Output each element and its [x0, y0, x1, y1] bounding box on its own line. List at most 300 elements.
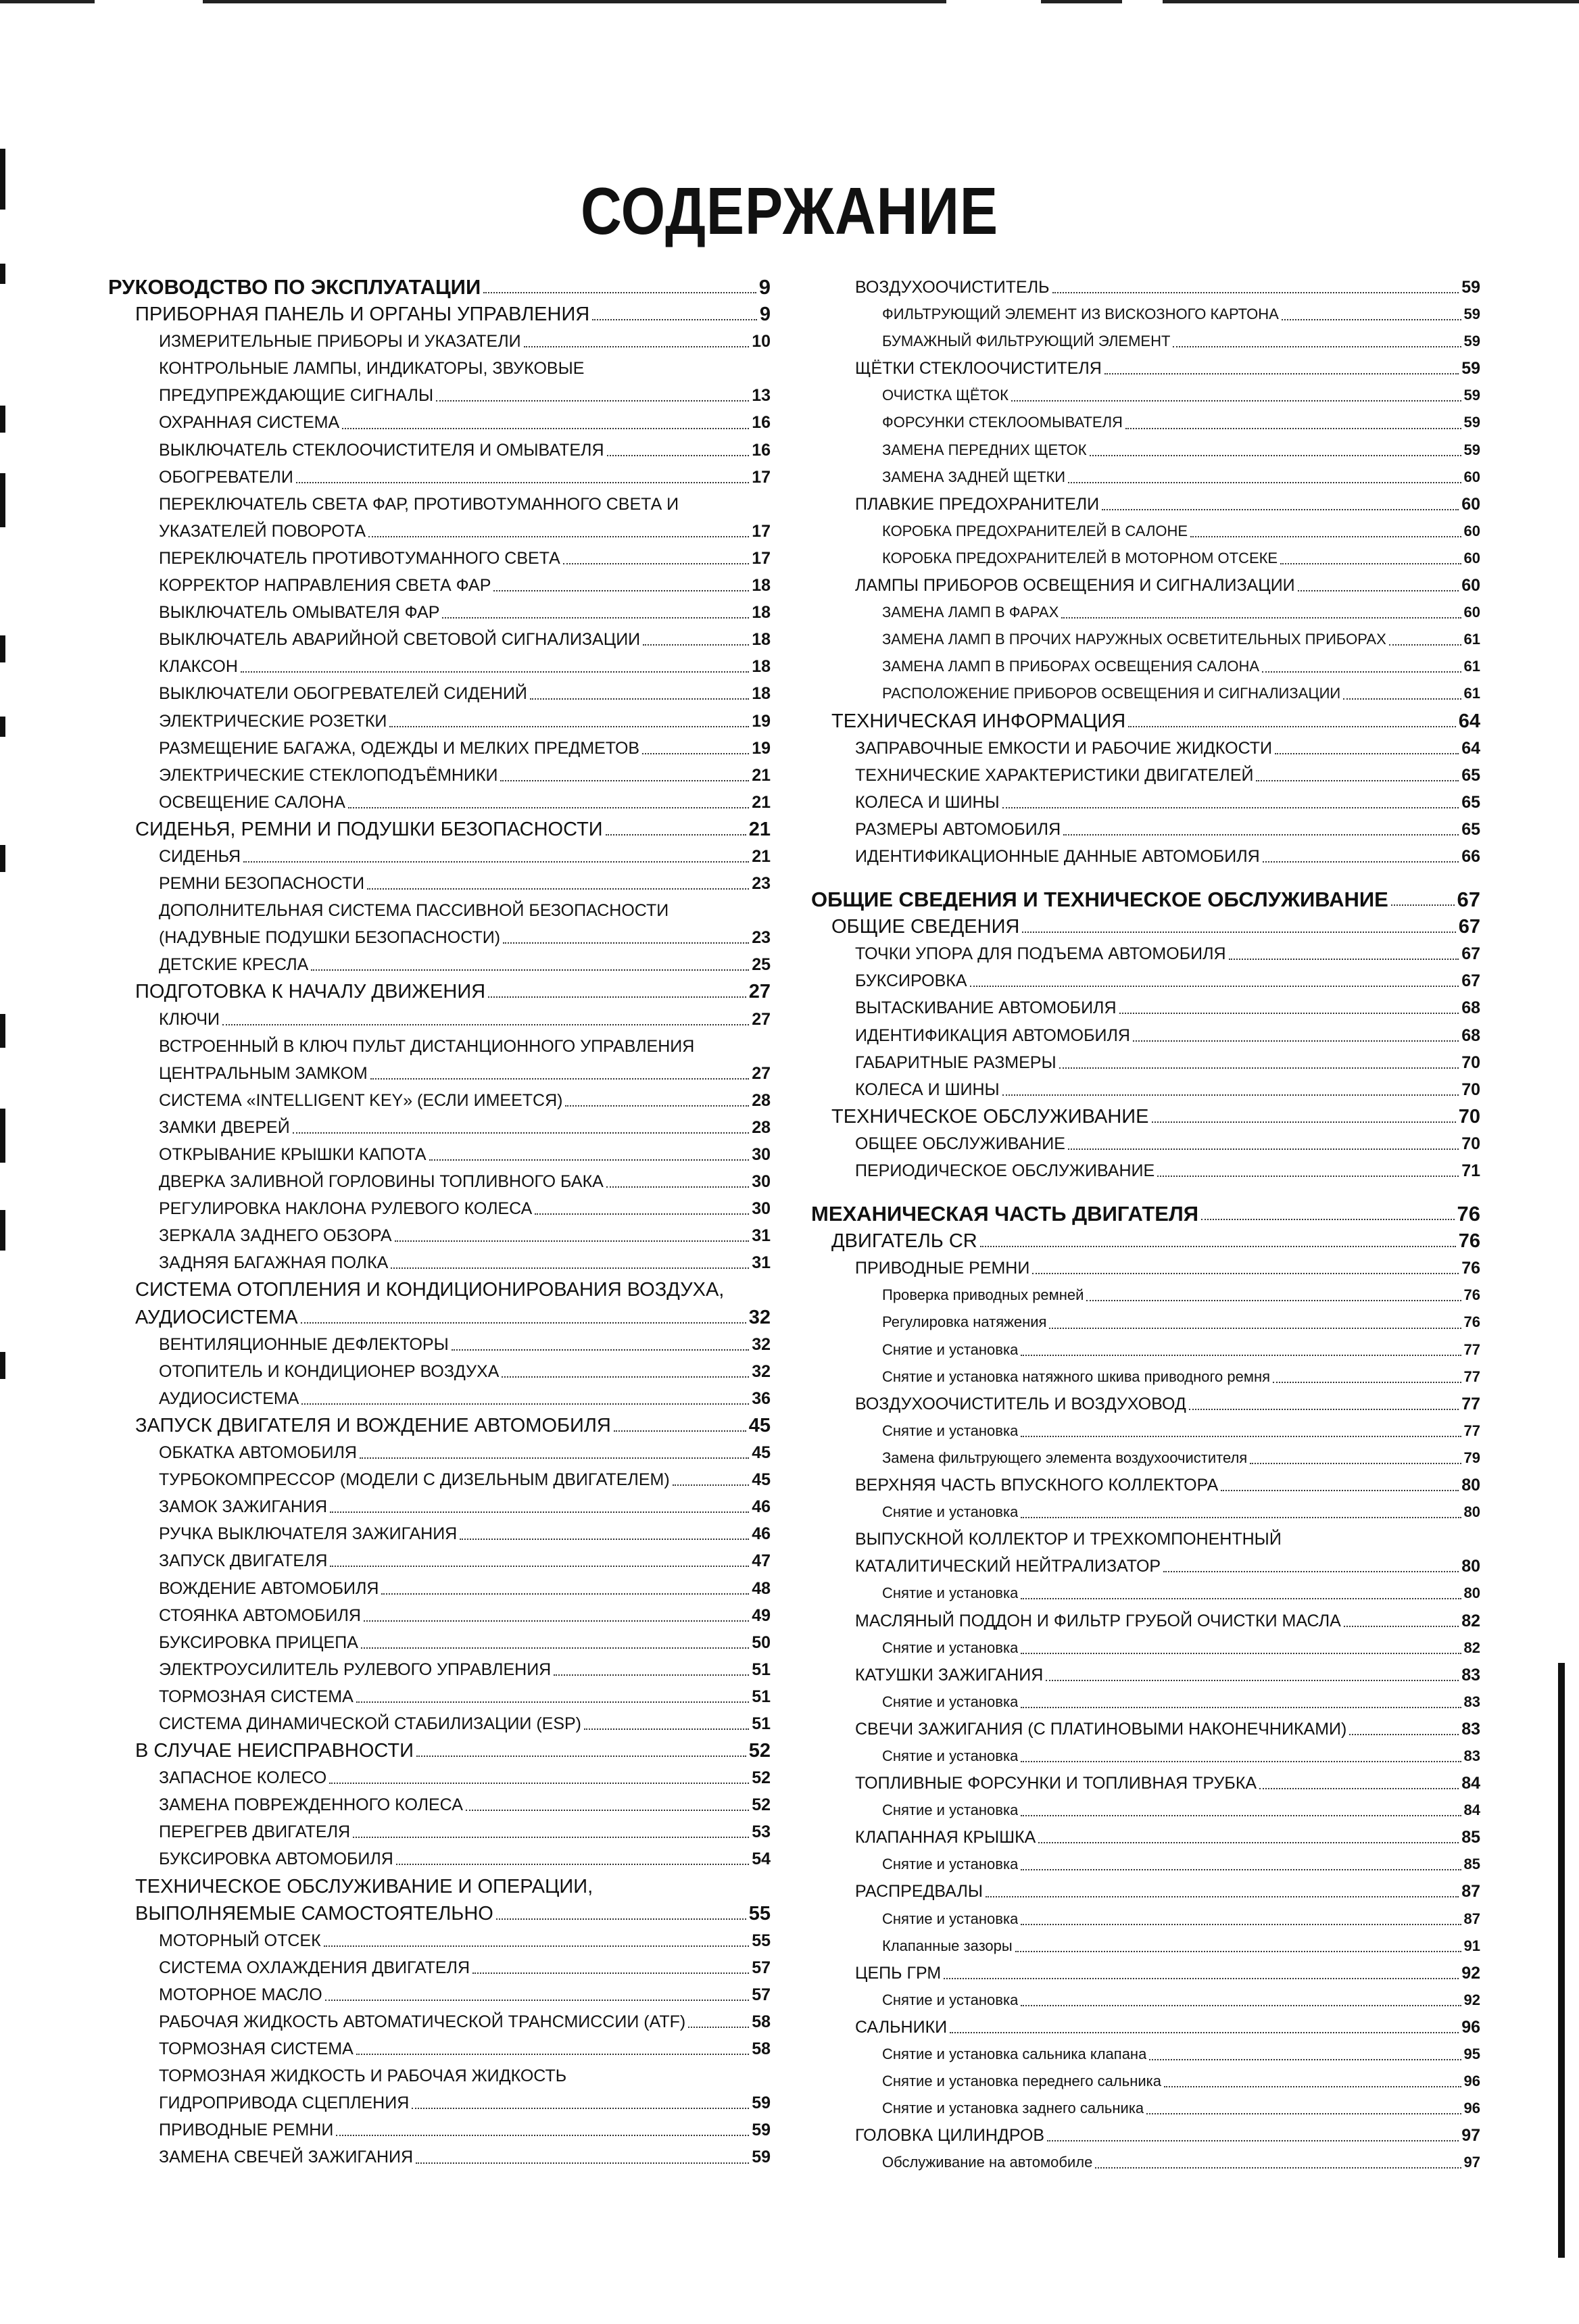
dot-leader [368, 535, 749, 537]
toc-page-number: 59 [1461, 278, 1480, 297]
dot-leader [1343, 697, 1461, 700]
toc-section-heading[interactable] [108, 274, 771, 301]
toc-entry[interactable] [811, 1526, 1480, 1553]
toc-entry[interactable] [108, 1954, 771, 1981]
toc-page-number: 13 [752, 386, 771, 406]
toc-entry-title: ПЕРИОДИЧЕСКОЕ ОБСЛУЖИВАНИЕ [855, 1161, 1155, 1180]
toc-chapter-entry[interactable] [108, 816, 771, 843]
dot-leader [1157, 1174, 1459, 1177]
toc-page-number: 96 [1461, 2017, 1480, 2037]
toc-entry-title: Снятие и установка [882, 1693, 1019, 1710]
toc-entry[interactable] [811, 1445, 1480, 1472]
toc-entry[interactable] [108, 1656, 771, 1683]
toc-entry[interactable] [108, 1141, 771, 1168]
dot-leader [416, 2161, 749, 2164]
toc-entry-title: СИСТЕМА ДИНАМИЧЕСКОЙ СТАБИЛИЗАЦИИ (ESP) [159, 1714, 582, 1733]
toc-entry-title: ВЫПОЛНЯЕМЫЕ САМОСТОЯТЕЛЬНО [135, 1902, 493, 1924]
toc-entry[interactable] [811, 1076, 1480, 1103]
toc-entry[interactable] [811, 1878, 1480, 1905]
toc-chapter-entry[interactable] [108, 1412, 771, 1439]
toc-entry[interactable] [108, 1033, 771, 1060]
toc-entry[interactable] [811, 789, 1480, 816]
toc-page-number: 57 [752, 1958, 771, 1977]
toc-page-number: 65 [1461, 765, 1480, 785]
toc-entry-title: ЗАМЕНА ЛАМП В ПРОЧИХ НАРУЖНЫХ ОСВЕТИТЕЛЬНЫХ ПРИБОРАХ [882, 631, 1386, 648]
toc-page-number: 83 [1463, 1693, 1480, 1710]
toc-entry[interactable] [108, 843, 771, 870]
toc-entry[interactable] [108, 762, 771, 789]
toc-entry[interactable] [108, 2008, 771, 2035]
toc-entry[interactable] [108, 653, 771, 680]
toc-entry-title: АУДИОСИСТЕМА [135, 1306, 298, 1328]
toc-entry[interactable] [811, 1987, 1480, 2014]
toc-page-number: 32 [748, 1306, 771, 1328]
dot-leader [395, 1239, 750, 1242]
toc-page-number: 80 [1463, 1503, 1480, 1521]
dot-leader [673, 1483, 750, 1486]
toc-entry[interactable] [811, 1580, 1480, 1607]
toc-entry-title: ЗАМЕНА ЛАМП В ПРИБОРАХ ОСВЕЩЕНИЯ САЛОНА [882, 658, 1260, 675]
toc-entry[interactable] [108, 1791, 771, 1818]
toc-page-number: 57 [752, 1985, 771, 2004]
toc-entry[interactable] [811, 1255, 1480, 1282]
toc-entry[interactable] [811, 2068, 1480, 2095]
toc-entry[interactable] [811, 816, 1480, 843]
toc-entry[interactable] [811, 2041, 1480, 2068]
dot-leader [370, 1077, 750, 1080]
toc-entry[interactable] [811, 940, 1480, 967]
dot-leader [336, 2133, 749, 2136]
toc-entry[interactable] [811, 1851, 1480, 1878]
toc-entry[interactable] [108, 1222, 771, 1249]
toc-entry[interactable] [811, 437, 1480, 464]
dot-leader [1298, 589, 1459, 591]
toc-entry[interactable] [811, 355, 1480, 382]
toc-entry[interactable] [811, 1797, 1480, 1824]
toc-entry[interactable] [811, 1770, 1480, 1797]
toc-entry[interactable] [108, 626, 771, 653]
toc-page-number: 77 [1461, 1394, 1480, 1413]
toc-page-number: 31 [752, 1253, 771, 1273]
toc-entry[interactable] [811, 1499, 1480, 1526]
dot-leader [554, 1673, 749, 1676]
dot-leader [671, 915, 768, 916]
dot-leader [1259, 1787, 1459, 1789]
toc-entry[interactable] [108, 1331, 771, 1358]
toc-entry-title: ДВЕРКА ЗАЛИВНОЙ ГОРЛОВИНЫ ТОПЛИВНОГО БАКА [159, 1172, 604, 1192]
toc-entry[interactable] [108, 2116, 771, 2144]
toc-entry[interactable] [108, 1520, 771, 1547]
toc-entry[interactable] [811, 1022, 1480, 1049]
toc-entry[interactable] [108, 328, 771, 355]
toc-entry[interactable] [108, 1466, 771, 1493]
toc-page-number: 21 [752, 765, 771, 785]
toc-entry[interactable] [108, 1547, 771, 1574]
toc-entry-title: ОБОГРЕВАТЕЛИ [159, 467, 293, 487]
toc-entry[interactable] [811, 1933, 1480, 1960]
toc-page-number: 51 [752, 1660, 771, 1679]
toc-entry[interactable] [108, 870, 771, 897]
toc-page-number: 59 [1463, 441, 1480, 458]
toc-page-number: 17 [752, 548, 771, 568]
toc-entry[interactable] [108, 1168, 771, 1195]
toc-page-number: 51 [752, 1714, 771, 1733]
dot-leader [944, 1977, 1459, 1979]
toc-entry[interactable] [108, 382, 771, 409]
toc-page-number: 47 [752, 1551, 771, 1571]
toc-entry-title: ВЫТАСКИВАНИЕ АВТОМОБИЛЯ [855, 998, 1117, 1018]
toc-entry-title: МОТОРНОЕ МАСЛО [159, 1985, 322, 2004]
toc-page-number: 59 [1463, 306, 1480, 323]
toc-page-number: 70 [1461, 1134, 1480, 1153]
toc-chapter-entry[interactable] [811, 708, 1480, 735]
toc-entry[interactable] [811, 274, 1480, 301]
toc-entry-title: Снятие и установка переднего сальника [882, 2073, 1161, 2090]
dot-leader [1002, 806, 1459, 808]
toc-entry[interactable] [811, 2122, 1480, 2149]
toc-page-number: 76 [1457, 1202, 1480, 1226]
toc-chapter-entry[interactable] [811, 1103, 1480, 1130]
dot-leader [1263, 860, 1459, 863]
toc-entry-title: ПЕРЕКЛЮЧАТЕЛЬ ПРОТИВОТУМАННОГО СВЕТА [159, 548, 560, 568]
toc-entry-title: ДВИГАТЕЛЬ CR [831, 1230, 977, 1253]
toc-entry-title: КОРРЕКТОР НАПРАВЛЕНИЯ СВЕТА ФАР [159, 576, 491, 596]
toc-entry-title: БУМАЖНЫЙ ФИЛЬТРУЮЩИЙ ЭЛЕМЕНТ [882, 333, 1171, 350]
dot-leader [1032, 1272, 1459, 1274]
toc-entry-title: ЦЕНТРАЛЬНЫМ ЗАМКОМ [159, 1063, 368, 1083]
toc-entry-title: СИДЕНЬЯ, РЕМНИ И ПОДУШКИ БЕЗОПАСНОСТИ [135, 818, 603, 840]
dot-leader [1128, 725, 1456, 727]
toc-entry[interactable] [811, 328, 1480, 355]
toc-entry-title: В СЛУЧАЕ НЕИСПРАВНОСТИ [135, 1740, 414, 1762]
toc-page-number: 70 [1461, 1052, 1480, 1072]
dot-leader [1201, 1217, 1455, 1220]
toc-entry-title: ЗЕРКАЛА ЗАДНЕГО ОБЗОРА [159, 1226, 392, 1246]
toc-entry[interactable] [811, 301, 1480, 328]
dot-leader [1038, 1841, 1459, 1843]
toc-page-number: 60 [1463, 522, 1480, 539]
toc-entry[interactable] [108, 735, 771, 762]
dot-leader [396, 1862, 749, 1865]
toc-page-number: 85 [1463, 1856, 1480, 1873]
toc-chapter-entry[interactable] [108, 1304, 771, 1331]
toc-entry[interactable] [108, 437, 771, 464]
toc-entry[interactable] [811, 1635, 1480, 1662]
toc-page-number: 30 [752, 1172, 771, 1192]
toc-entry[interactable] [811, 409, 1480, 436]
toc-entry[interactable] [811, 1607, 1480, 1635]
toc-entry[interactable] [811, 2095, 1480, 2122]
toc-entry[interactable] [811, 735, 1480, 762]
toc-page-number: 54 [752, 1849, 771, 1869]
toc-entry[interactable] [811, 1689, 1480, 1716]
toc-entry[interactable] [108, 572, 771, 599]
toc-entry[interactable] [811, 545, 1480, 572]
toc-entry[interactable] [811, 2014, 1480, 2041]
toc-entry-title: ПРИБОРНАЯ ПАНЕЛЬ И ОРГАНЫ УПРАВЛЕНИЯ [135, 304, 590, 326]
toc-entry[interactable] [811, 1906, 1480, 1933]
toc-entry[interactable] [108, 2089, 771, 2116]
toc-entry[interactable] [811, 382, 1480, 409]
toc-entry[interactable] [108, 409, 771, 436]
toc-page-number: 80 [1463, 1584, 1480, 1602]
toc-page-number: 10 [752, 332, 771, 352]
toc-chapter-entry[interactable] [811, 1228, 1480, 1255]
dot-leader [606, 1185, 749, 1188]
dot-leader [1275, 752, 1459, 754]
toc-entry[interactable] [108, 789, 771, 816]
toc-entry-title: РУЧКА ВЫКЛЮЧАТЕЛЯ ЗАЖИГАНИЯ [159, 1524, 458, 1544]
toc-page-number: 50 [752, 1632, 771, 1652]
toc-entry[interactable] [811, 1553, 1480, 1580]
toc-entry[interactable] [108, 599, 771, 626]
toc-entry[interactable] [108, 2035, 771, 2062]
toc-entry-title: ТОЧКИ УПОРА ДЛЯ ПОДЪЕМА АВТОМОБИЛЯ [855, 944, 1226, 964]
toc-entry-title: Регулировка натяжения [882, 1313, 1047, 1331]
toc-entry[interactable] [108, 518, 771, 545]
left-scan-edge [0, 0, 14, 2324]
toc-entry[interactable] [811, 518, 1480, 545]
toc-entry[interactable] [108, 1818, 771, 1845]
toc-entry-title: МАСЛЯНЫЙ ПОДДОН И ФИЛЬТР ГРУБОЙ ОЧИСТКИ МАСЛА [855, 1611, 1341, 1630]
toc-entry[interactable] [108, 355, 771, 382]
toc-entry-title: ЗАПАСНОЕ КОЛЕСО [159, 1768, 327, 1788]
dot-leader [472, 1971, 749, 1974]
toc-entry[interactable] [108, 708, 771, 735]
toc-entry[interactable] [108, 1683, 771, 1710]
toc-page-number: 60 [1463, 604, 1480, 621]
dot-leader [1250, 1461, 1461, 1464]
dot-leader [970, 984, 1459, 987]
toc-entry-title: ФОРСУНКИ СТЕКЛООМЫВАТЕЛЯ [882, 414, 1123, 431]
toc-entry-title: ПРИВОДНЫЕ РЕМНИ [159, 2121, 334, 2140]
toc-entry[interactable] [811, 1390, 1480, 1418]
toc-entry-title: ПРЕДУПРЕЖДАЮЩИЕ СИГНАЛЫ [159, 386, 434, 406]
toc-page-number: 18 [752, 684, 771, 704]
toc-entry-title: ИДЕНТИФИКАЦИЯ АВТОМОБИЛЯ [855, 1025, 1130, 1045]
toc-entry[interactable] [811, 653, 1480, 680]
dot-leader [1063, 833, 1459, 836]
toc-page-number: 92 [1461, 1963, 1480, 1983]
toc-page-number: 67 [1458, 916, 1480, 938]
toc-entry[interactable] [108, 491, 771, 518]
toc-page-number: 58 [752, 2012, 771, 2031]
toc-entry[interactable] [108, 545, 771, 572]
toc-entry-title: ОТОПИТЕЛЬ И КОНДИЦИОНЕР ВОЗДУХА [159, 1361, 500, 1381]
toc-page-number: 46 [752, 1524, 771, 1544]
toc-page-number: 61 [1463, 658, 1480, 675]
toc-entry-title: САЛЬНИКИ [855, 2017, 948, 2037]
toc-page-number: 96 [1463, 2100, 1480, 2117]
toc-chapter-entry[interactable] [108, 1900, 771, 1927]
toc-entry-title: ВОЗДУХООЧИСТИТЕЛЬ И ВОЗДУХОВОД [855, 1394, 1186, 1413]
toc-entry[interactable] [811, 1662, 1480, 1689]
toc-chapter-entry[interactable] [108, 1873, 771, 1900]
toc-page-number: 60 [1461, 576, 1480, 596]
dot-leader [342, 427, 749, 429]
dot-leader [1049, 1326, 1461, 1329]
dot-leader [1047, 2139, 1459, 2141]
toc-section-heading[interactable] [811, 886, 1480, 913]
dot-leader [442, 616, 749, 619]
toc-page-number: 27 [752, 1009, 771, 1029]
toc-entry[interactable] [811, 680, 1480, 707]
toc-chapter-entry[interactable] [108, 301, 771, 328]
toc-entry[interactable] [811, 1824, 1480, 1851]
toc-entry[interactable] [108, 1927, 771, 1954]
dot-leader [1052, 291, 1459, 293]
toc-chapter-entry[interactable] [108, 1737, 771, 1764]
toc-entry[interactable] [108, 2062, 771, 2089]
toc-entry[interactable] [811, 994, 1480, 1021]
toc-entry-title: Замена фильтрующего элемента воздухоочистителя [882, 1449, 1248, 1466]
toc-entry-title: КОНТРОЛЬНЫЕ ЛАМПЫ, ИНДИКАТОРЫ, ЗВУКОВЫЕ [159, 359, 585, 379]
toc-section-heading[interactable] [811, 1201, 1480, 1228]
dot-leader [1284, 1543, 1478, 1545]
toc-entry-title: ЗАМОК ЗАЖИГАНИЯ [159, 1497, 327, 1517]
toc-entry[interactable] [108, 1575, 771, 1602]
toc-page-number: 45 [752, 1470, 771, 1490]
toc-entry-title: Снятие и установка [882, 1991, 1019, 2008]
toc-page-number: 59 [1461, 359, 1480, 379]
toc-entry[interactable] [811, 572, 1480, 599]
toc-chapter-entry[interactable] [811, 913, 1480, 940]
toc-entry-title: УКАЗАТЕЛЕЙ ПОВОРОТА [159, 521, 366, 541]
toc-entry[interactable] [108, 1710, 771, 1737]
toc-entry[interactable] [108, 1764, 771, 1791]
toc-entry[interactable] [108, 1629, 771, 1656]
dot-leader [1021, 1651, 1461, 1654]
toc-entry[interactable] [811, 1049, 1480, 1076]
toc-entry[interactable] [108, 951, 771, 978]
toc-entry-title: ТЕХНИЧЕСКАЯ ИНФОРМАЦИЯ [831, 710, 1126, 732]
toc-entry-title: СИСТЕМА «INTELLIGENT KEY» (ЕСЛИ ИМЕЕТСЯ) [159, 1090, 563, 1110]
toc-page-number: 83 [1463, 1747, 1480, 1764]
toc-entry[interactable] [811, 491, 1480, 518]
toc-entry[interactable] [108, 1602, 771, 1629]
toc-page-number: 77 [1463, 1422, 1480, 1439]
toc-entry[interactable] [811, 1309, 1480, 1336]
toc-page-number: 23 [752, 874, 771, 894]
toc-entry[interactable] [811, 762, 1480, 789]
toc-entry[interactable] [811, 1157, 1480, 1184]
toc-entry[interactable] [811, 1336, 1480, 1363]
toc-entry[interactable] [108, 1358, 771, 1385]
toc-entry[interactable] [811, 1960, 1480, 1987]
toc-entry-title: ВЫКЛЮЧАТЕЛЬ АВАРИЙНОЙ СВЕТОВОЙ СИГНАЛИЗАЦИИ [159, 630, 641, 650]
toc-entry-title: ЗАМЕНА ЗАДНЕЙ ЩЕТКИ [882, 468, 1066, 485]
toc-page-number: 25 [752, 955, 771, 975]
toc-entry[interactable] [811, 1130, 1480, 1157]
toc-entry[interactable] [811, 1716, 1480, 1743]
toc-chapter-entry[interactable] [108, 978, 771, 1005]
toc-entry-title: ПОДГОТОВКА К НАЧАЛУ ДВИЖЕНИЯ [135, 981, 486, 1003]
toc-entry[interactable] [811, 843, 1480, 870]
toc-entry-title: Проверка приводных ремней [882, 1286, 1084, 1304]
toc-entry[interactable] [108, 1981, 771, 2008]
toc-page-number: 76 [1463, 1286, 1480, 1304]
toc-entry[interactable] [108, 1493, 771, 1520]
toc-entry[interactable] [811, 1282, 1480, 1309]
toc-entry-title: КЛЮЧИ [159, 1009, 220, 1029]
toc-entry-title: ГАБАРИТНЫЕ РАЗМЕРЫ [855, 1052, 1056, 1072]
toc-entry[interactable] [108, 1087, 771, 1114]
dot-leader [697, 1050, 768, 1052]
toc-page-number: 9 [759, 304, 771, 326]
toc-entry-title: ЩЁТКИ СТЕКЛООЧИСТИТЕЛЯ [855, 359, 1102, 379]
dot-leader [1061, 616, 1461, 619]
toc-page-number: 79 [1463, 1449, 1480, 1466]
dot-leader [986, 1895, 1459, 1897]
toc-page-number: 58 [752, 2039, 771, 2059]
toc-entry-title: КАТУШКИ ЗАЖИГАНИЯ [855, 1665, 1044, 1685]
toc-entry[interactable] [811, 464, 1480, 491]
toc-page-number: 82 [1461, 1611, 1480, 1630]
toc-page-number: 84 [1461, 1774, 1480, 1793]
toc-entry[interactable] [811, 2149, 1480, 2176]
toc-entry[interactable] [108, 1439, 771, 1466]
toc-page-number: 30 [752, 1199, 771, 1219]
toc-page-number: 80 [1461, 1476, 1480, 1495]
toc-page-number: 66 [1461, 846, 1480, 866]
toc-entry[interactable] [811, 626, 1480, 653]
toc-entry[interactable] [108, 1195, 771, 1222]
toc-entry[interactable] [108, 464, 771, 491]
dot-leader [330, 1564, 749, 1567]
toc-page-number: 53 [752, 1822, 771, 1842]
dot-leader [606, 833, 746, 836]
dot-leader [565, 1104, 749, 1107]
toc-entry[interactable] [108, 1114, 771, 1141]
toc-entry[interactable] [108, 1060, 771, 1087]
toc-entry[interactable] [811, 1472, 1480, 1499]
toc-entry-title: ВОЖДЕНИЕ АВТОМОБИЛЯ [159, 1578, 379, 1598]
toc-entry[interactable] [811, 599, 1480, 626]
toc-entry[interactable] [811, 1363, 1480, 1390]
toc-entry[interactable] [108, 897, 771, 924]
toc-page-number: 68 [1461, 1025, 1480, 1045]
toc-entry[interactable] [108, 1385, 771, 1412]
dot-leader [324, 1944, 750, 1947]
dot-leader [1173, 345, 1461, 347]
toc-column-right [811, 274, 1480, 2176]
toc-entry[interactable] [108, 680, 771, 707]
toc-page-number: 95 [1463, 2045, 1480, 2062]
toc-entry[interactable] [108, 1006, 771, 1033]
toc-entry-title: ТУРБОКОМПРЕССОР (МОДЕЛИ С ДИЗЕЛЬНЫМ ДВИГАТЕЛЕМ) [159, 1470, 670, 1490]
dot-leader [607, 454, 750, 456]
toc-entry[interactable] [811, 1743, 1480, 1770]
toc-entry-title: Снятие и установка [882, 1340, 1019, 1358]
dot-leader [503, 941, 749, 944]
toc-entry-title: ФИЛЬТРУЮЩИЙ ЭЛЕМЕНТ ИЗ ВИСКОЗНОГО КАРТОНА [882, 306, 1279, 323]
toc-entry[interactable] [108, 1845, 771, 1872]
toc-entry[interactable] [811, 1418, 1480, 1445]
toc-entry[interactable] [108, 1249, 771, 1276]
toc-chapter-entry[interactable] [108, 1276, 771, 1303]
toc-entry[interactable] [811, 967, 1480, 994]
dot-leader [460, 1537, 749, 1540]
top-scan-rule [0, 0, 1579, 4]
toc-entry[interactable] [108, 924, 771, 951]
toc-page-number: 64 [1461, 738, 1480, 758]
toc-entry[interactable] [108, 2144, 771, 2171]
toc-entry-title: ЗАМЕНА СВЕЧЕЙ ЗАЖИГАНИЯ [159, 2148, 414, 2167]
toc-page-number: 31 [752, 1226, 771, 1246]
toc-entry-title: ЦЕПЬ ГРМ [855, 1963, 942, 1983]
section-gap [811, 870, 1480, 886]
toc-page-number: 27 [748, 981, 771, 1003]
